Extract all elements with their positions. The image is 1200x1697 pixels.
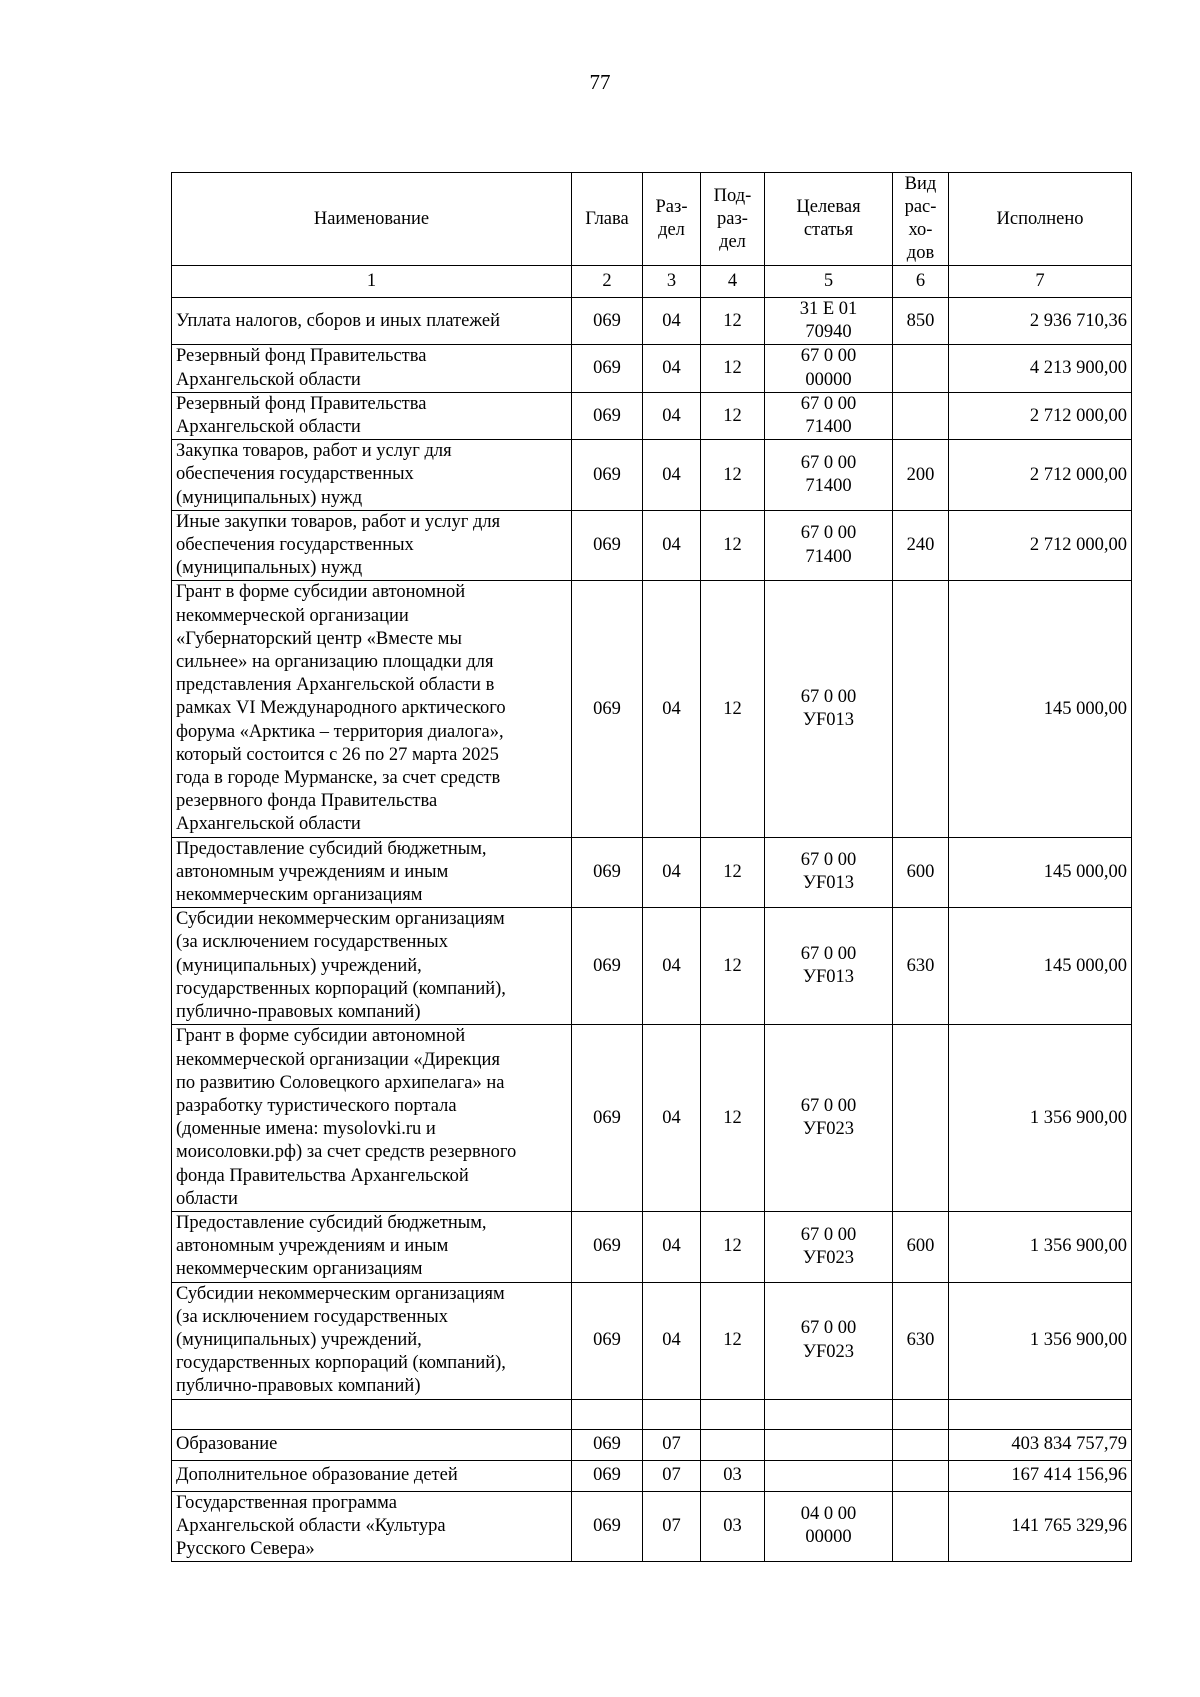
header-executed: Исполнено bbox=[949, 173, 1132, 266]
row-name: Грант в форме субсидии автономной некоммерческой организации «Губернаторский центр «Вместе мы сильнее» на организацию площадки для представления Архангельской области в рамках VI Международного арктического форума «Арктика – территория диалога», который состоится с 26 по 27 марта 2025 года в городе Мурманске, за счет средств резервного фонда Правительства Архангельской области bbox=[172, 581, 572, 837]
row-chapter: 069 bbox=[572, 392, 643, 439]
row-expense-type: 630 bbox=[893, 1282, 949, 1399]
row-target-article: 67 0 00 УF023 bbox=[765, 1211, 893, 1282]
row-name: Субсидии некоммерческим организациям (за исключением государственных (муниципальных) учреждений, государственных корпораций (компаний), публично-правовых компаний) bbox=[172, 1282, 572, 1399]
row-name: Предоставление субсидий бюджетным, автономным учреждениям и иным некоммерческим организациям bbox=[172, 1211, 572, 1282]
row-section bbox=[643, 1399, 701, 1429]
row-subsection: 12 bbox=[701, 392, 765, 439]
row-target-article: 67 0 00 УF023 bbox=[765, 1025, 893, 1212]
row-subsection: 12 bbox=[701, 345, 765, 392]
row-executed: 141 765 329,96 bbox=[949, 1491, 1132, 1562]
row-name: Иные закупки товаров, работ и услуг для обеспечения государственных (муниципальных) нужд bbox=[172, 510, 572, 581]
row-name: Резервный фонд Правительства Архангельской области bbox=[172, 392, 572, 439]
row-name: Субсидии некоммерческим организациям (за исключением государственных (муниципальных) учреждений, государственных корпораций (компаний), публично-правовых компаний) bbox=[172, 908, 572, 1025]
row-chapter: 069 bbox=[572, 1282, 643, 1399]
table-row bbox=[172, 510, 1132, 581]
row-name: Закупка товаров, работ и услуг для обеспечения государственных (муниципальных) нужд bbox=[172, 440, 572, 511]
row-executed: 2 712 000,00 bbox=[949, 392, 1132, 439]
table-row-empty bbox=[172, 1399, 1132, 1429]
row-name: Грант в форме субсидии автономной некоммерческой организации «Дирекция по развитию Соловецкого архипелага» на разработку туристического портала (доменные имена: mysolovki.ru и моисоловки.рф) за счет средств резервного фонда Правительства Архангельской области bbox=[172, 1025, 572, 1212]
row-expense-type bbox=[893, 1460, 949, 1491]
row-name: Уплата налогов, сборов и иных платежей bbox=[172, 298, 572, 345]
column-number: 6 bbox=[893, 266, 949, 298]
column-number: 5 bbox=[765, 266, 893, 298]
row-section: 04 bbox=[643, 1282, 701, 1399]
row-executed: 145 000,00 bbox=[949, 837, 1132, 908]
row-section: 04 bbox=[643, 581, 701, 837]
row-target-article: 67 0 00 71400 bbox=[765, 510, 893, 581]
row-chapter: 069 bbox=[572, 581, 643, 837]
row-expense-type bbox=[893, 1399, 949, 1429]
row-name: Государственная программа Архангельской области «Культура Русского Севера» bbox=[172, 1491, 572, 1562]
row-chapter: 069 bbox=[572, 837, 643, 908]
table-row bbox=[172, 837, 1132, 908]
row-section: 07 bbox=[643, 1429, 701, 1460]
header-subsection: Под- раз- дел bbox=[701, 173, 765, 266]
row-subsection: 12 bbox=[701, 908, 765, 1025]
header-chapter: Глава bbox=[572, 173, 643, 266]
row-section: 07 bbox=[643, 1491, 701, 1562]
table-row bbox=[172, 298, 1132, 345]
row-chapter: 069 bbox=[572, 1025, 643, 1212]
row-section: 04 bbox=[643, 1211, 701, 1282]
row-subsection: 03 bbox=[701, 1460, 765, 1491]
row-name: Образование bbox=[172, 1429, 572, 1460]
row-subsection: 12 bbox=[701, 298, 765, 345]
row-target-article: 31 Е 01 70940 bbox=[765, 298, 893, 345]
row-name: Дополнительное образование детей bbox=[172, 1460, 572, 1491]
column-number-row bbox=[172, 266, 1132, 298]
row-executed: 1 356 900,00 bbox=[949, 1282, 1132, 1399]
row-target-article bbox=[765, 1399, 893, 1429]
row-executed: 1 356 900,00 bbox=[949, 1211, 1132, 1282]
row-executed: 4 213 900,00 bbox=[949, 345, 1132, 392]
row-executed: 145 000,00 bbox=[949, 581, 1132, 837]
row-name: Предоставление субсидий бюджетным, автономным учреждениям и иным некоммерческим организациям bbox=[172, 837, 572, 908]
table-row bbox=[172, 908, 1132, 1025]
row-expense-type bbox=[893, 1025, 949, 1212]
column-number: 3 bbox=[643, 266, 701, 298]
row-section: 04 bbox=[643, 345, 701, 392]
row-expense-type: 600 bbox=[893, 1211, 949, 1282]
table-row bbox=[172, 1429, 1132, 1460]
row-name bbox=[172, 1399, 572, 1429]
row-chapter bbox=[572, 1399, 643, 1429]
row-executed: 145 000,00 bbox=[949, 908, 1132, 1025]
header-name: Наименование bbox=[172, 173, 572, 266]
row-expense-type bbox=[893, 345, 949, 392]
row-subsection: 12 bbox=[701, 581, 765, 837]
row-executed: 2 936 710,36 bbox=[949, 298, 1132, 345]
row-subsection: 12 bbox=[701, 440, 765, 511]
row-chapter: 069 bbox=[572, 510, 643, 581]
row-chapter: 069 bbox=[572, 1491, 643, 1562]
column-number: 1 bbox=[172, 266, 572, 298]
row-executed bbox=[949, 1399, 1132, 1429]
column-number: 7 bbox=[949, 266, 1132, 298]
row-subsection: 03 bbox=[701, 1491, 765, 1562]
table-row bbox=[172, 1491, 1132, 1562]
row-executed: 403 834 757,79 bbox=[949, 1429, 1132, 1460]
row-target-article: 04 0 00 00000 bbox=[765, 1491, 893, 1562]
table-row bbox=[172, 1211, 1132, 1282]
table-row bbox=[172, 440, 1132, 511]
row-expense-type: 630 bbox=[893, 908, 949, 1025]
row-subsection bbox=[701, 1399, 765, 1429]
row-expense-type bbox=[893, 1491, 949, 1562]
column-number: 4 bbox=[701, 266, 765, 298]
row-target-article: 67 0 00 УF013 bbox=[765, 581, 893, 837]
row-section: 04 bbox=[643, 298, 701, 345]
row-section: 04 bbox=[643, 1025, 701, 1212]
budget-execution-table bbox=[171, 172, 1132, 1562]
row-executed: 167 414 156,96 bbox=[949, 1460, 1132, 1491]
row-target-article: 67 0 00 УF023 bbox=[765, 1282, 893, 1399]
row-expense-type: 850 bbox=[893, 298, 949, 345]
row-executed: 2 712 000,00 bbox=[949, 440, 1132, 511]
table-row bbox=[172, 392, 1132, 439]
page-number: 77 bbox=[589, 70, 611, 94]
row-section: 04 bbox=[643, 440, 701, 511]
header-section: Раз- дел bbox=[643, 173, 701, 266]
row-target-article bbox=[765, 1429, 893, 1460]
table-row bbox=[172, 1460, 1132, 1491]
row-section: 04 bbox=[643, 908, 701, 1025]
row-chapter: 069 bbox=[572, 298, 643, 345]
table-row bbox=[172, 581, 1132, 837]
row-expense-type: 600 bbox=[893, 837, 949, 908]
row-expense-type bbox=[893, 392, 949, 439]
header-expense-type: Вид рас- хо- дов bbox=[893, 173, 949, 266]
row-target-article: 67 0 00 УF013 bbox=[765, 908, 893, 1025]
row-target-article: 67 0 00 00000 bbox=[765, 345, 893, 392]
row-expense-type bbox=[893, 1429, 949, 1460]
row-target-article: 67 0 00 УF013 bbox=[765, 837, 893, 908]
row-subsection bbox=[701, 1429, 765, 1460]
row-subsection: 12 bbox=[701, 837, 765, 908]
row-section: 04 bbox=[643, 510, 701, 581]
table-row bbox=[172, 1025, 1132, 1212]
row-subsection: 12 bbox=[701, 510, 765, 581]
table-header-row bbox=[172, 173, 1132, 266]
row-section: 07 bbox=[643, 1460, 701, 1491]
row-chapter: 069 bbox=[572, 908, 643, 1025]
row-name: Резервный фонд Правительства Архангельской области bbox=[172, 345, 572, 392]
table-body bbox=[172, 298, 1132, 1562]
row-chapter: 069 bbox=[572, 345, 643, 392]
row-section: 04 bbox=[643, 837, 701, 908]
header-target-article: Целевая статья bbox=[765, 173, 893, 266]
row-chapter: 069 bbox=[572, 440, 643, 511]
row-subsection: 12 bbox=[701, 1282, 765, 1399]
column-number: 2 bbox=[572, 266, 643, 298]
row-chapter: 069 bbox=[572, 1429, 643, 1460]
row-subsection: 12 bbox=[701, 1211, 765, 1282]
table-row bbox=[172, 345, 1132, 392]
row-section: 04 bbox=[643, 392, 701, 439]
row-target-article: 67 0 00 71400 bbox=[765, 440, 893, 511]
row-chapter: 069 bbox=[572, 1460, 643, 1491]
row-subsection: 12 bbox=[701, 1025, 765, 1212]
row-expense-type: 200 bbox=[893, 440, 949, 511]
row-executed: 2 712 000,00 bbox=[949, 510, 1132, 581]
row-target-article bbox=[765, 1460, 893, 1491]
row-chapter: 069 bbox=[572, 1211, 643, 1282]
row-expense-type bbox=[893, 581, 949, 837]
row-executed: 1 356 900,00 bbox=[949, 1025, 1132, 1212]
row-target-article: 67 0 00 71400 bbox=[765, 392, 893, 439]
row-expense-type: 240 bbox=[893, 510, 949, 581]
table-row bbox=[172, 1282, 1132, 1399]
